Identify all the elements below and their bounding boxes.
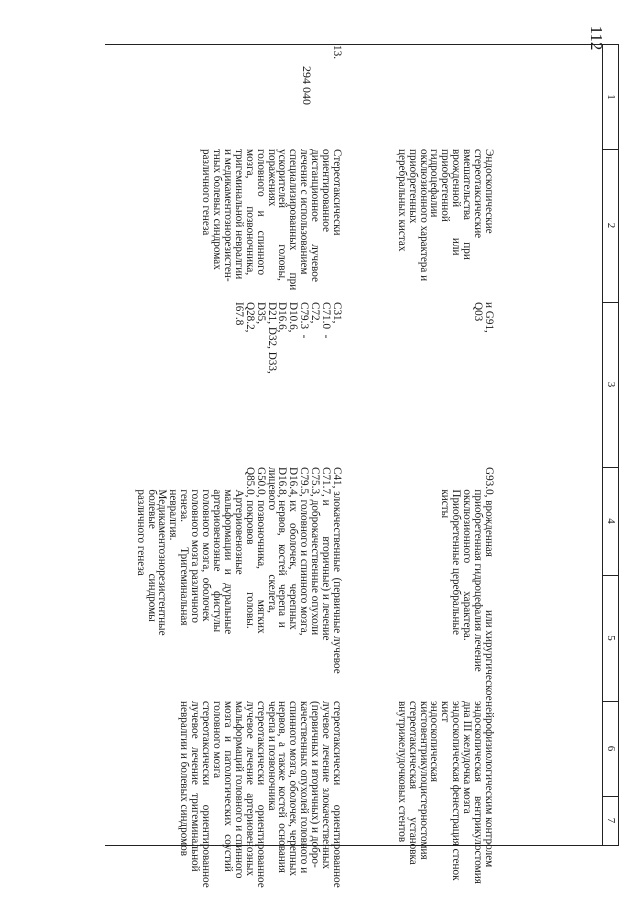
- column-divider: [603, 467, 619, 468]
- column-number-5: 5: [605, 635, 617, 641]
- column-number-row: [603, 45, 619, 845]
- row-1-method-cell: нейрофизиологическим контролем эндоскопическая вентрикулостомия дна III желудочка мозга эндоскопическая фенестрация стенок кист эндоскопическая кистовентрикулоцистерностомия стереотаксическая установка внутрижелудочковых стентов: [395, 701, 495, 884]
- column-number-4: 4: [605, 518, 617, 524]
- column-divider: [603, 575, 619, 576]
- column-divider: [603, 149, 619, 150]
- column-number-7: 7: [605, 817, 617, 824]
- row-2-number-cell: 13.: [331, 45, 343, 59]
- page-number: 112: [587, 25, 606, 51]
- column-number-6: 6: [605, 745, 617, 752]
- row-2-method-cell: стереотаксически ориентированное лучевое лечение злокачественных (первичных и вторичных) и добро- качественных опухолей головного и спинного мозга, оболочек, черепных нервов, а также костей основания черепа и позвоночника стереотаксически ориентированное лучевое лечение артериовенозных мальформаций головного и спинного мозга и патологических соустий головного мозга стереотаксически ориентированное лучевое лечение тригеминальной невралгии и болевых синдромов: [178, 701, 343, 888]
- column-number-3: 3: [605, 381, 617, 388]
- document-code: 294 040: [300, 66, 314, 105]
- row-1-model-cell: G93.0, врожденная или хирургическое приобретенная гидроцефалия лечение окклюзионного характера. Приобретенные церебральные кисты: [439, 467, 495, 701]
- column-divider: [603, 796, 619, 797]
- row-2-codes-cell: C31, C71.0 - C72, C79.3 - D10.6, D16.6, D21, D32, D33, D35, Q28.2, I67.8: [232, 302, 343, 374]
- column-number-1: 1: [605, 94, 617, 100]
- column-divider: [603, 701, 619, 702]
- column-number-2: 2: [605, 222, 617, 229]
- medical-table: [105, 44, 619, 888]
- row-2-name-cell: Стереотаксически ориентированное дистанционное лучевое лечение с использованием специализированных при ускорителей головы, поражениях головного и спинного мозга, позвоночника, тригеминальной невралгии и медикаментознорезистен- тных болевых синдромах различного генеза: [200, 149, 343, 291]
- row-1-codes-cell: и G91, Q03: [472, 302, 495, 333]
- row-2-model-cell: C41, злокачественные (первичные лучевое C71.7, и вторичные) и лечение C75.3, доброкачественные опухоли C79.5, головного и спинного мозга, D16.4, их оболочек, черепных D16.8, нервов, костей черепа и лицевого скелета, G50.0, позвоночника, мягких Q85.0, покровов головы. Артериовенозные мальформации и дуральные артериовенозные фистулы головного мозга, оболочек головного мозга различного генеза. Тригеминальная невралгия. Медикаментознорезистентные болевые синдромы различного генеза: [134, 467, 343, 674]
- row-1-name-cell: Эндоскопические стереотаксические вмешательства при врожденной или приобретенной гидроцефалии окклюзионного характера и приобретенных церебральных кистах: [395, 149, 495, 282]
- column-divider: [603, 302, 619, 303]
